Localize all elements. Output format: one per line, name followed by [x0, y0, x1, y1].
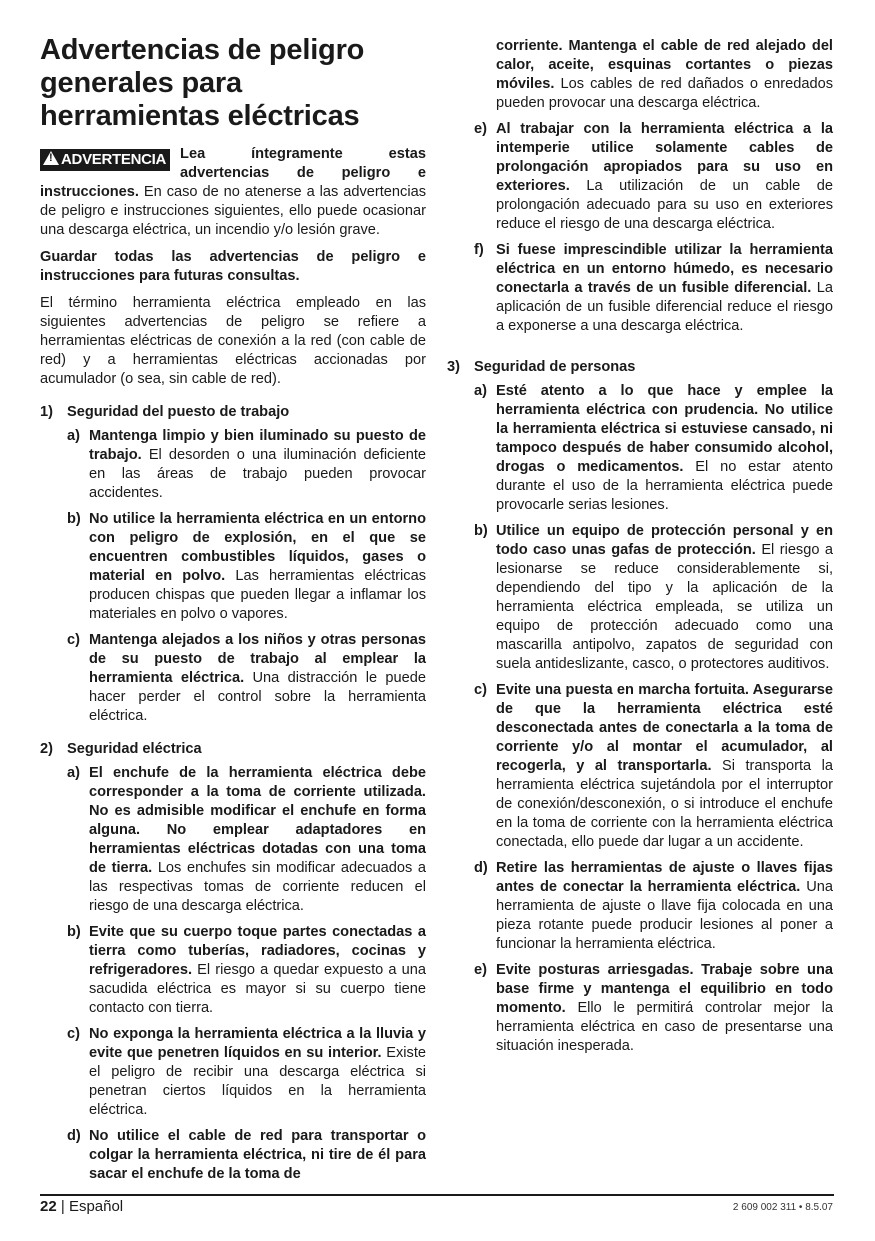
item-text: La utilización de un cable de prolongación adecuado para su uso en exteriores reduce el riesgo de una descarga eléctrica.: [496, 178, 833, 232]
warning-text: En caso de no atenerse a las advertencias de peligro e instrucciones siguientes, ello puede ocasionar una descarga eléctrica, un incendio y/o lesión grave.: [40, 184, 426, 238]
section-number: 3): [447, 359, 460, 375]
item-letter: a): [474, 383, 487, 399]
item-bold: No utilice el cable de red para transportar o colgar la herramienta eléctrica, ni tire de él para sacar el enchufe de la toma de: [89, 1128, 426, 1182]
section-number: 1): [40, 404, 53, 420]
page-title: Advertencias de peligro generales para herramientas eléctricas: [40, 34, 365, 132]
list-item: [40, 631, 426, 726]
item-bold: Evite una puesta en marcha fortuita. Asegurarse de que la herramienta eléctrica esté desconectada antes de conectarla a la toma de corriente y/o al montar el acumulador, al recogerla, y al transportarla.: [496, 682, 833, 774]
item-bold: Esté atento a lo que hace y emplee la herramienta eléctrica con prudencia. No utilice la herramienta eléctrica si estuviese cansado, ni tampoco después de haber consumido alcohol, drogas o medicamentos.: [496, 383, 833, 475]
item-letter: b): [67, 924, 81, 940]
item-letter: a): [67, 428, 80, 444]
section-heading: [40, 403, 426, 422]
item-text: El no estar atento durante el uso de la herramienta eléctrica puede provocarle serias lesiones.: [496, 459, 833, 513]
right-column: [447, 37, 833, 1063]
footer-page-info: [40, 1198, 123, 1215]
item-text: Los cables de red dañados o enredados pueden provocar una descarga eléctrica.: [496, 76, 834, 111]
section-title: Seguridad del puesto de trabajo: [67, 404, 290, 420]
item-bold: No exponga la herramienta eléctrica a la lluvia y evite que penetren líquidos en su interior.: [89, 1026, 426, 1061]
item-bold: Al trabajar con la herramienta eléctrica a la intemperie utilice solamente cables de prolongación apropiados para su uso en exteriores.: [496, 121, 833, 194]
item-bold: No utilice la herramienta eléctrica en un entorno con peligro de explosión, en el que se encuentren combustibles líquidos, gases o material en polvo.: [89, 511, 426, 584]
item-2d-continuation: [447, 37, 833, 113]
item-letter: d): [67, 1128, 81, 1144]
item-text: Si transporta la herramienta eléctrica sujetándola por el interruptor de conexión/desconexión, o si introduce el enchufe en la toma de corriente con la herramienta eléctrica conectada, ello puede dar lugar a un accidente.: [496, 758, 833, 850]
list-item: [40, 427, 426, 503]
section-title: Seguridad eléctrica: [67, 741, 202, 757]
item-bold: El enchufe de la herramienta eléctrica debe corresponder a la toma de corriente utilizada. No es admisible modificar el enchufe en forma alguna. No emplear adaptadores en herramientas eléctricas dotadas con una toma de tierra.: [89, 765, 426, 876]
list-item: [447, 859, 833, 954]
item-bold: Evite posturas arriesgadas. Trabaje sobre una base firme y mantenga el equilibrio en todo momento.: [496, 962, 833, 1016]
item-letter: b): [67, 511, 81, 527]
list-item: [447, 681, 833, 852]
warning-paragraph: [40, 145, 426, 240]
item-text: La aplicación de un fusible diferencial reduce el riesgo a exponerse a una descarga eléctrica.: [496, 280, 833, 334]
save-note: [40, 248, 426, 286]
section: [40, 740, 426, 1184]
list-item: [447, 382, 833, 515]
item-letter: c): [67, 1026, 80, 1042]
warning-triangle-icon: [43, 151, 59, 165]
item-letter: a): [67, 765, 80, 781]
item-bold: corriente. Mantenga el cable de red alejado del calor, aceite, esquinas cortantes o piezas móviles.: [496, 38, 833, 92]
list-item: [40, 1025, 426, 1120]
warning-badge: [40, 149, 170, 171]
list-item: [447, 522, 833, 674]
item-text: Una herramienta de ajuste o llave fija colocada en una pieza rotante puede producir lesiones al poner a funcionar la herramienta eléctrica.: [496, 879, 833, 952]
warning-bold: Lea íntegramente estas advertencias de peligro e instrucciones.: [40, 146, 426, 200]
item-letter: c): [67, 632, 80, 648]
right-sections: [447, 358, 833, 1056]
item-text: Ello le permitirá controlar mejor la herramienta eléctrica en caso de presentarse una situación inesperada.: [496, 1000, 833, 1054]
section-heading: [447, 358, 833, 377]
footer-separator: |: [60, 1198, 65, 1215]
list-item: [447, 120, 833, 234]
section: [447, 358, 833, 1056]
list-item: [40, 510, 426, 624]
list-item: [40, 923, 426, 1018]
item-letter: b): [474, 523, 488, 539]
left-column: [40, 34, 426, 1191]
item-text: Las herramientas eléctricas producen chispas que pueden llegar a inflamar los materiales en polvo o vapores.: [89, 568, 426, 622]
section-title: Seguridad de personas: [474, 359, 636, 375]
item-bold: Si fuese imprescindible utilizar la herramienta eléctrica en un entorno húmedo, es necesario conectarla a través de un fusible diferencial.: [496, 242, 833, 296]
document-code: 2 609 002 311 • 8.5.07: [732, 1202, 833, 1213]
item-text: El riesgo a quedar expuesto a una sacudida eléctrica es mayor si su cuerpo tiene contacto con tierra.: [89, 962, 426, 1016]
section-heading: [40, 740, 426, 759]
section-2-continued-items: [447, 120, 833, 336]
list-item: [447, 961, 833, 1056]
item-letter: f): [474, 242, 484, 258]
item-letter: e): [474, 962, 487, 978]
item-letter: c): [474, 682, 487, 698]
item-text: Los enchufes sin modificar adecuados a las respectivas tomas de corriente reducen el riesgo de una descarga eléctrica.: [89, 860, 426, 914]
section-number: 2): [40, 741, 53, 757]
item-bold: Utilice un equipo de protección personal y en todo caso unas gafas de protección.: [496, 523, 833, 558]
left-sections: [40, 403, 426, 1184]
item-text: Existe el peligro de recibir una descarga eléctrica si penetran ciertos líquidos en la herramienta eléctrica.: [89, 1045, 426, 1118]
footer-language: Español: [68, 1198, 124, 1215]
list-item: [40, 764, 426, 916]
item-text: Una distracción le puede hacer perder el control sobre la herramienta eléctrica.: [89, 670, 426, 724]
list-item: [40, 1127, 426, 1184]
page-number: 22: [40, 1198, 57, 1215]
item-bold: Mantenga limpio y bien iluminado su puesto de trabajo.: [89, 428, 426, 463]
save-note-text: Guardar todas las advertencias de peligro e instrucciones para futuras consultas.: [40, 249, 426, 284]
item-letter: d): [474, 860, 488, 876]
item-letter: e): [474, 121, 487, 137]
warning-badge-label: ADVERTENCIA: [61, 151, 167, 168]
item-bold: Retire las herramientas de ajuste o llaves fijas antes de conectar la herramienta eléctrica.: [496, 860, 833, 895]
intro-paragraph: El término herramienta eléctrica empleado en las siguientes advertencias de peligro se refiere a herramientas eléctricas de conexión a la red (con cable de red) y a herramientas eléctricas accionadas por acumulador (o sea, sin cable de red).: [40, 295, 426, 387]
list-item: [447, 241, 833, 336]
section: [40, 403, 426, 726]
item-text: El desorden o una iluminación deficiente en las áreas de trabajo pueden provocar accidentes.: [89, 447, 427, 501]
item-bold: Mantenga alejados a los niños y otras personas de su puesto de trabajo al emplear la herramienta eléctrica.: [89, 632, 426, 686]
item-bold: Evite que su cuerpo toque partes conectadas a tierra como tuberías, radiadores, cocinas y refrigeradores.: [89, 924, 426, 978]
footer-divider: [40, 1194, 834, 1196]
item-text: El riesgo a lesionarse se reduce considerablemente si, dependiendo del tipo y la aplicación de la herramienta eléctrica empleada, se utiliza un equipo de protección adecuado como una mascarilla antipolvo, zapatos de seguridad con suela antideslizante, casco, o protectores auditivos.: [496, 542, 834, 672]
